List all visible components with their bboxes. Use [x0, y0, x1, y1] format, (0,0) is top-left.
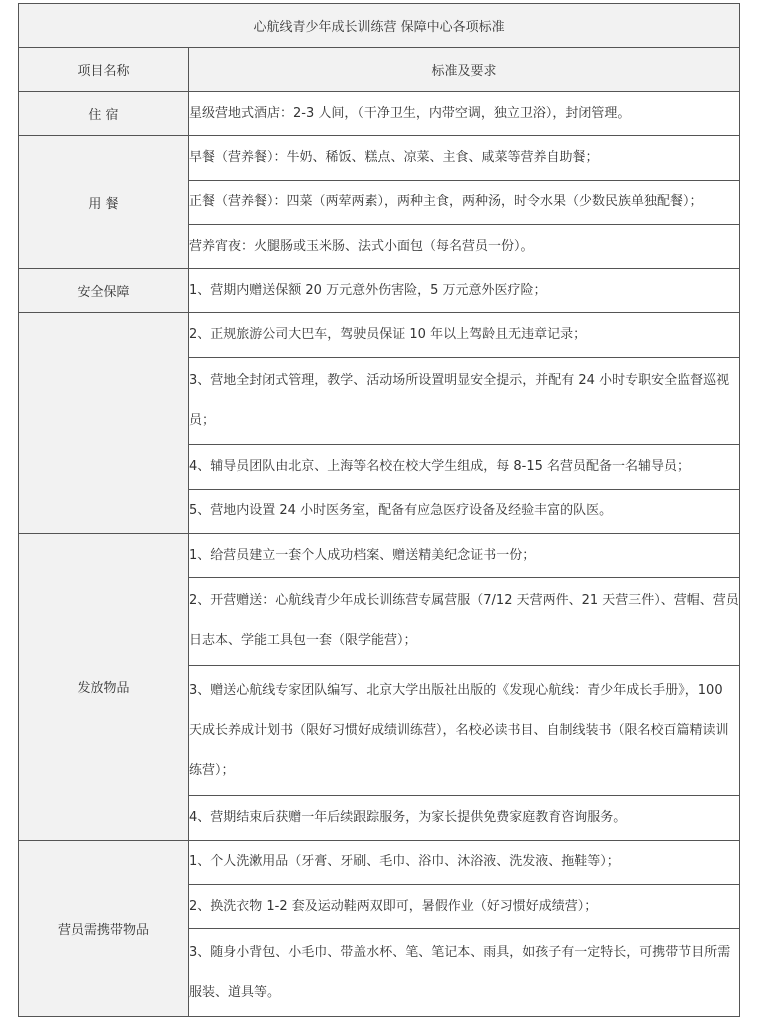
cell-safety-3: 3、营地全封闭式管理，教学、活动场所设置明显安全提示，并配有 24 小时专职安全监督巡视员；: [189, 357, 740, 445]
row-label-lodging: 住 宿: [19, 92, 189, 136]
cell-carry-3: 3、随身小背包、小毛巾、带盖水杯、笔、笔记本、雨具，如孩子有一定特长，可携带节目所需服装、道具等。: [189, 929, 740, 1017]
cell-supplies-1: 1、给营员建立一套个人成功档案、赠送精美纪念证书一份；: [189, 533, 740, 577]
cell-safety-2: 2、正规旅游公司大巴车，驾驶员保证 10 年以上驾龄且无违章记录；: [189, 313, 740, 357]
header-item-name: 项目名称: [19, 48, 189, 92]
cell-safety-1: 1、营期内赠送保额 20 万元意外伤害险，5 万元意外医疗险；: [189, 269, 740, 313]
title-row: [19, 4, 740, 48]
cell-meals-3: 营养宵夜：火腿肠或玉米肠、法式小面包（每名营员一份）。: [189, 224, 740, 268]
standards-table: [18, 3, 740, 1017]
table-row: [19, 136, 740, 180]
row-label-safety: 安全保障: [19, 269, 189, 313]
cell-meals-1: 早餐（营养餐）：牛奶、稀饭、糕点、凉菜、主食、咸菜等营养自助餐；: [189, 136, 740, 180]
cell-supplies-4: 4、营期结束后获赠一年后续跟踪服务，为家长提供免费家庭教育咨询服务。: [189, 796, 740, 840]
cell-meals-2: 正餐（营养餐）：四菜（两荤两素），两种主食，两种汤，时令水果（少数民族单独配餐）；: [189, 180, 740, 224]
cell-carry-2: 2、换洗衣物 1-2 套及运动鞋两双即可，暑假作业（好习惯好成绩营）；: [189, 885, 740, 929]
table-title: 心航线青少年成长训练营 保障中心各项标准: [19, 4, 740, 48]
table-row: [19, 92, 740, 136]
cell-safety-4: 4、辅导员团队由北京、上海等名校在校大学生组成，每 8-15 名营员配备一名辅导员；: [189, 445, 740, 489]
cell-safety-5: 5、营地内设置 24 小时医务室，配备有应急医疗设备及经验丰富的队医。: [189, 489, 740, 533]
header-row: [19, 48, 740, 92]
cell-supplies-3: 3、赠送心航线专家团队编写、北京大学出版社出版的《发现心航线：青少年成长手册》，100 天成长养成计划书（限好习惯好成绩训练营），名校必读书目、自制线装书（限名校百篇精读训练营）；: [189, 665, 740, 796]
table-row: [19, 269, 740, 313]
cell-carry-1: 1、个人洗漱用品（牙膏、牙刷、毛巾、浴巾、沐浴液、洗发液、拖鞋等）；: [189, 840, 740, 884]
cell-supplies-2: 2、开营赠送：心航线青少年成长训练营专属营服（7/12 天营两件、21 天营三件）、营帽、营员日志本、学能工具包一套（限学能营）；: [189, 578, 740, 666]
table-row: [19, 533, 740, 577]
row-label-supplies: 发放物品: [19, 533, 189, 840]
header-standard: 标准及要求: [189, 48, 740, 92]
row-label-meals: 用 餐: [19, 136, 189, 269]
table-row: [19, 313, 740, 357]
cell-lodging-1: 星级营地式酒店：2-3 人间，（干净卫生，内带空调，独立卫浴），封闭管理。: [189, 92, 740, 136]
row-label-safety-continued: [19, 313, 189, 533]
table-row: [19, 840, 740, 884]
row-label-carry: 营员需携带物品: [19, 840, 189, 1016]
